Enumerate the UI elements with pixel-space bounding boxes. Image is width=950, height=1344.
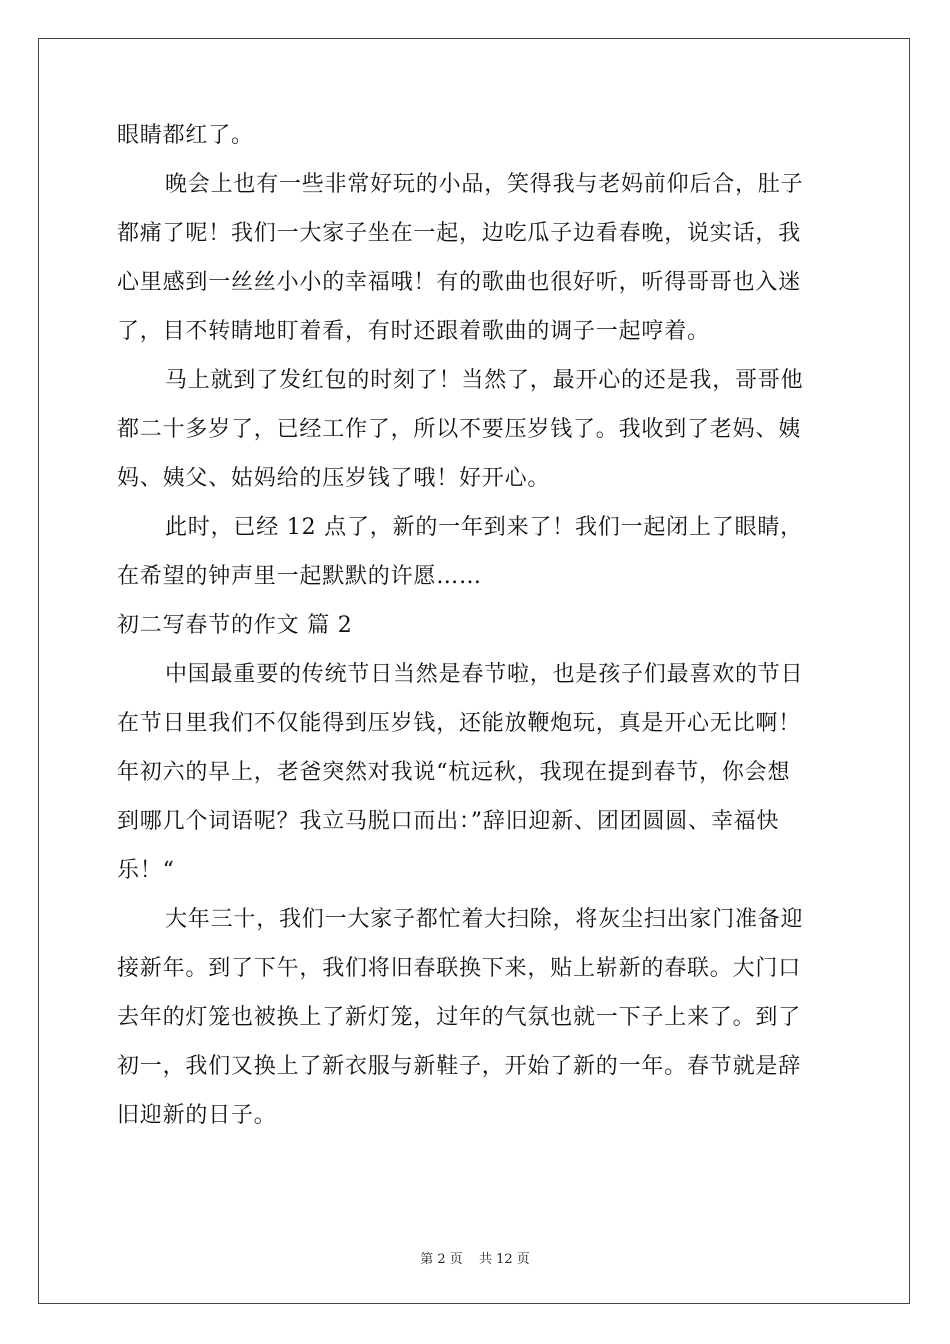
text-line: 在节日里我们不仅能得到压岁钱，还能放鞭炮玩，真是开心无比啊！: [117, 711, 802, 736]
text-line: 初一，我们又换上了新衣服与新鞋子，开始了新的一年。春节就是辞: [117, 1054, 802, 1079]
text-line: 接新年。到了下午，我们将旧春联换下来，贴上崭新的春联。大门口: [117, 956, 802, 981]
paragraph-start-line: 中国最重要的传统节日当然是春节啦，也是孩子们最喜欢的节日: [165, 662, 804, 687]
text-line: 在希望的钟声里一起默默的许愿……: [117, 564, 482, 589]
page-number: 第 2 页: [420, 1252, 463, 1267]
text-line: 旧迎新的日子。: [117, 1103, 277, 1128]
section-heading: 初二写春节的作文 篇 2: [117, 613, 353, 638]
paragraph-start-line: 晚会上也有一些非常好玩的小品，笑得我与老妈前仰后合，肚子: [165, 172, 804, 197]
paragraph-start-line: 马上就到了发红包的时刻了！当然了，最开心的还是我，哥哥他: [165, 368, 804, 393]
paragraph-start-line: 此时，已经 12 点了，新的一年到来了！我们一起闭上了眼睛，: [165, 515, 803, 540]
text-line: 心里感到一丝丝小小的幸福哦！有的歌曲也很好听，听得哥哥也入迷: [117, 270, 802, 295]
paragraph-start-line: 大年三十，我们一大家子都忙着大扫除，将灰尘扫出家门准备迎: [165, 907, 804, 932]
text-line: 年初六的早上，老爸突然对我说“杭远秋，我现在提到春节，你会想: [117, 760, 791, 785]
page-footer: [0, 1248, 950, 1267]
text-line: 到哪几个词语呢？我立马脱口而出：”辞旧迎新、团团圆圆、幸福快: [117, 809, 780, 834]
text-line: 眼睛都红了。: [117, 123, 254, 148]
text-line: 去年的灯笼也被换上了新灯笼，过年的气氛也就一下子上来了。到了: [117, 1005, 802, 1030]
text-line: 都二十多岁了，已经工作了，所以不要压岁钱了。我收到了老妈、姨: [117, 417, 802, 442]
text-line: 了，目不转睛地盯着看，有时还跟着歌曲的调子一起哼着。: [117, 319, 710, 344]
text-line: 乐！“: [117, 858, 175, 883]
document-body: [117, 124, 832, 1153]
page-total: 共 12 页: [478, 1252, 530, 1267]
text-line: 都痛了呢！我们一大家子坐在一起，边吃瓜子边看春晚，说实话，我: [117, 221, 802, 246]
text-line: 妈、姨父、姑妈给的压岁钱了哦！好开心。: [117, 466, 551, 491]
